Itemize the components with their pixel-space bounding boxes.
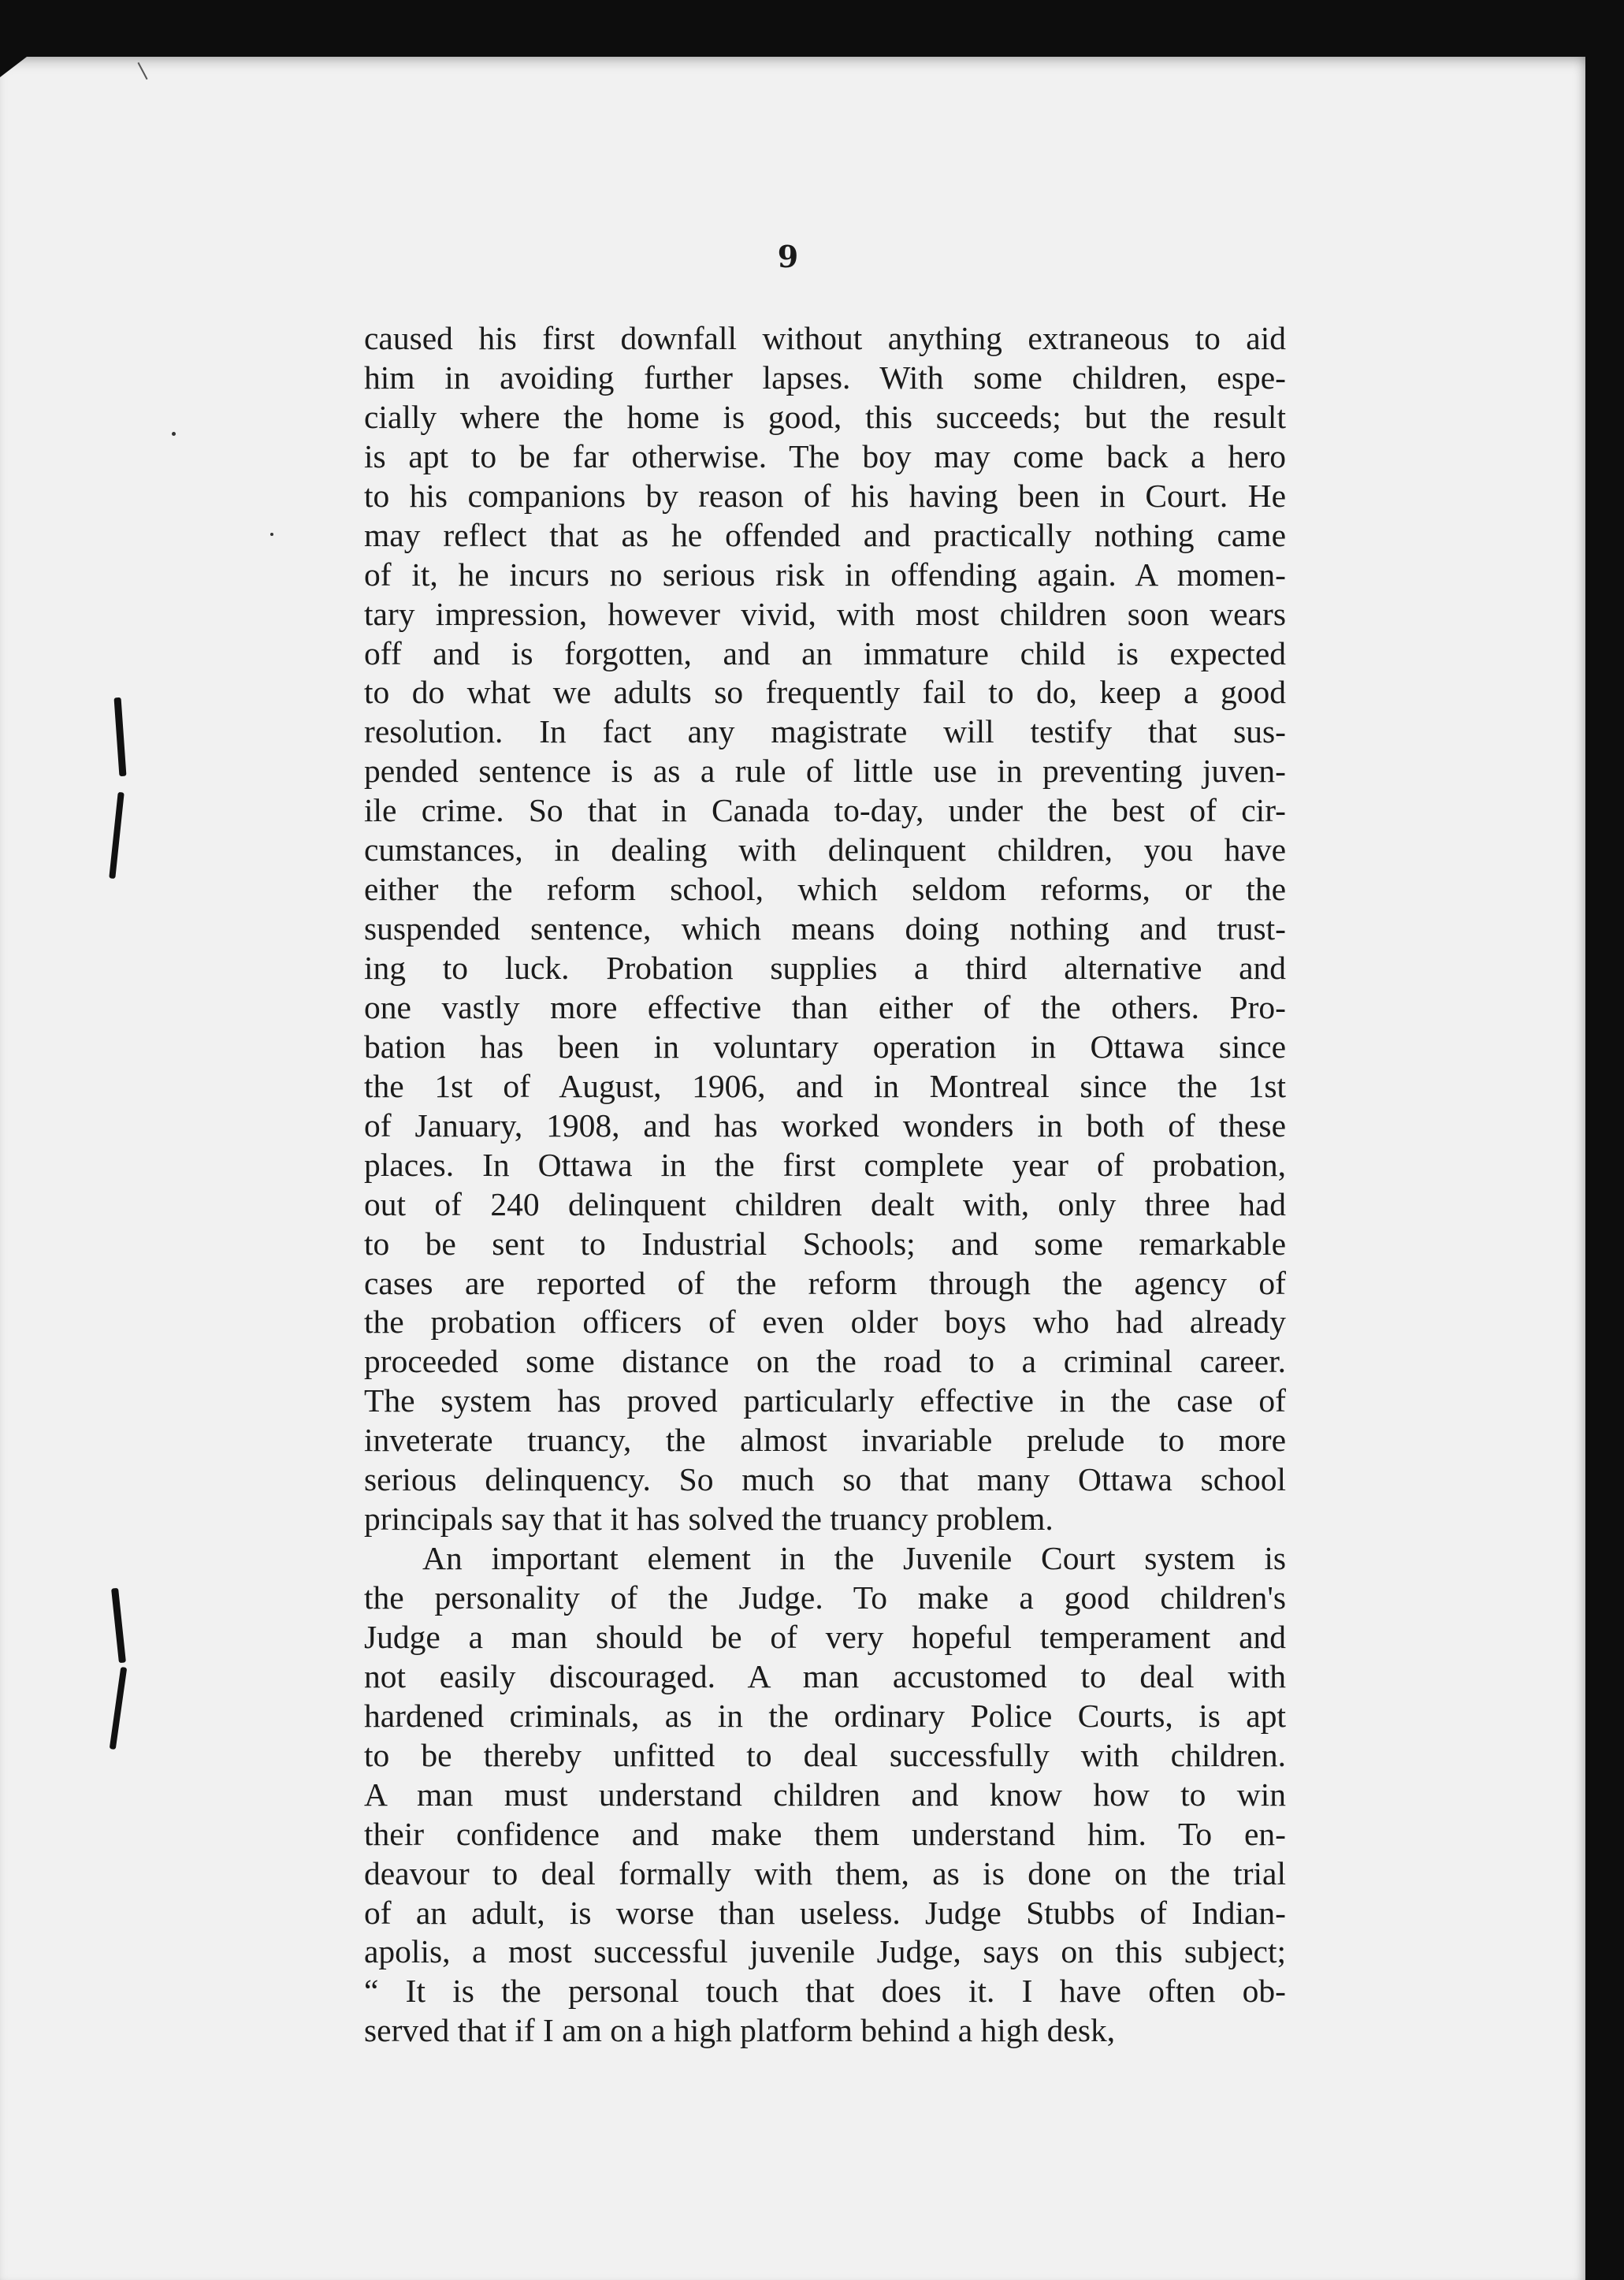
text-line: serious delinquency. So much so that many Ottawa school <box>364 1461 1286 1498</box>
text-line: tary impression, however vivid, with most children soon wears <box>364 595 1286 632</box>
text-line: “ It is the personal touch that does it. I have often ob- <box>364 1973 1286 2010</box>
text-line: pended sentence is as a rule of little use in preventing juven- <box>364 753 1286 790</box>
text-line: principals say that it has solved the truancy problem. <box>364 1501 1054 1538</box>
text-line: the 1st of August, 1906, and in Montreal since the 1st <box>364 1067 1286 1104</box>
text-line: resolution. In fact any magistrate will testify that sus- <box>364 713 1286 750</box>
text-line: A man must understand children and know how to win <box>364 1776 1286 1813</box>
page-number: 9 <box>777 239 799 274</box>
page-corner-fold <box>0 57 27 77</box>
text-line: of an adult, is worse than useless. Judge Stubbs of Indian- <box>364 1894 1286 1931</box>
paragraph-2 <box>364 1539 1286 2051</box>
text-line: bation has been in voluntary operation in Ottawa since <box>364 1028 1286 1065</box>
text-line: of January, 1908, and has worked wonders in both of these <box>364 1107 1286 1144</box>
body-text <box>364 319 1286 2051</box>
dust-speck <box>270 533 273 536</box>
dust-speck <box>172 432 176 436</box>
text-line: hardened criminals, as in the ordinary Police Courts, is apt <box>364 1697 1286 1734</box>
text-line: to his companions by reason of his having been in Court. He <box>364 477 1286 514</box>
text-line: the probation officers of even older boys who had already <box>364 1304 1286 1341</box>
text-line: Judge a man should be of very hopeful temperament and <box>364 1618 1286 1655</box>
text-line: ile crime. So that in Canada to-day, under the best of cir- <box>364 792 1286 829</box>
text-line: ing to luck. Probation supplies a third alternative and <box>364 950 1286 986</box>
text-line: their confidence and make them understand him. To en- <box>364 1815 1286 1852</box>
text-line: cially where the home is good, this succeeds; but the result <box>364 398 1286 435</box>
text-line: deavour to deal formally with them, as is done on the trial <box>364 1854 1286 1891</box>
text-line: off and is forgotten, and an immature child is expected <box>364 634 1286 671</box>
text-line: to be thereby unfitted to deal successfully with children. <box>364 1736 1286 1773</box>
paragraph-1 <box>364 319 1286 1539</box>
text-line: either the reform school, which seldom reforms, or the <box>364 871 1286 908</box>
text-line: An important element in the Juvenile Court system is <box>422 1540 1286 1577</box>
text-line: to do what we adults so frequently fail to do, keep a good <box>364 674 1286 711</box>
text-line: places. In Ottawa in the first complete year of probation, <box>364 1146 1286 1183</box>
text-line: served that if I am on a high platform behind a high desk, <box>364 2012 1116 2049</box>
text-line: out of 240 delinquent children dealt with, only three had <box>364 1185 1286 1222</box>
text-line: inveterate truancy, the almost invariable prelude to more <box>364 1422 1286 1459</box>
text-line: The system has proved particularly effective in the case of <box>364 1382 1286 1419</box>
text-line: cumstances, in dealing with delinquent children, you have <box>364 831 1286 868</box>
text-line: proceeded some distance on the road to a criminal career. <box>364 1343 1286 1380</box>
text-line: may reflect that as he offended and practically nothing came <box>364 516 1286 553</box>
text-line: of it, he incurs no serious risk in offending again. A momen- <box>364 556 1286 593</box>
text-line: him in avoiding further lapses. With some children, espe- <box>364 359 1286 396</box>
text-line: one vastly more effective than either of the others. Pro- <box>364 988 1286 1025</box>
text-line: suspended sentence, which means doing nothing and trust- <box>364 910 1286 947</box>
text-line: not easily discouraged. A man accustomed to deal with <box>364 1657 1286 1694</box>
text-line: the personality of the Judge. To make a good children's <box>364 1579 1286 1616</box>
text-line: to be sent to Industrial Schools; and some remarkable <box>364 1225 1286 1262</box>
text-line: apolis, a most successful juvenile Judge, says on this subject; <box>364 1933 1286 1970</box>
text-line: cases are reported of the reform through the agency of <box>364 1264 1286 1301</box>
text-line: is apt to be far otherwise. The boy may come back a hero <box>364 437 1286 474</box>
text-line: caused his first downfall without anything extraneous to aid <box>364 320 1286 356</box>
